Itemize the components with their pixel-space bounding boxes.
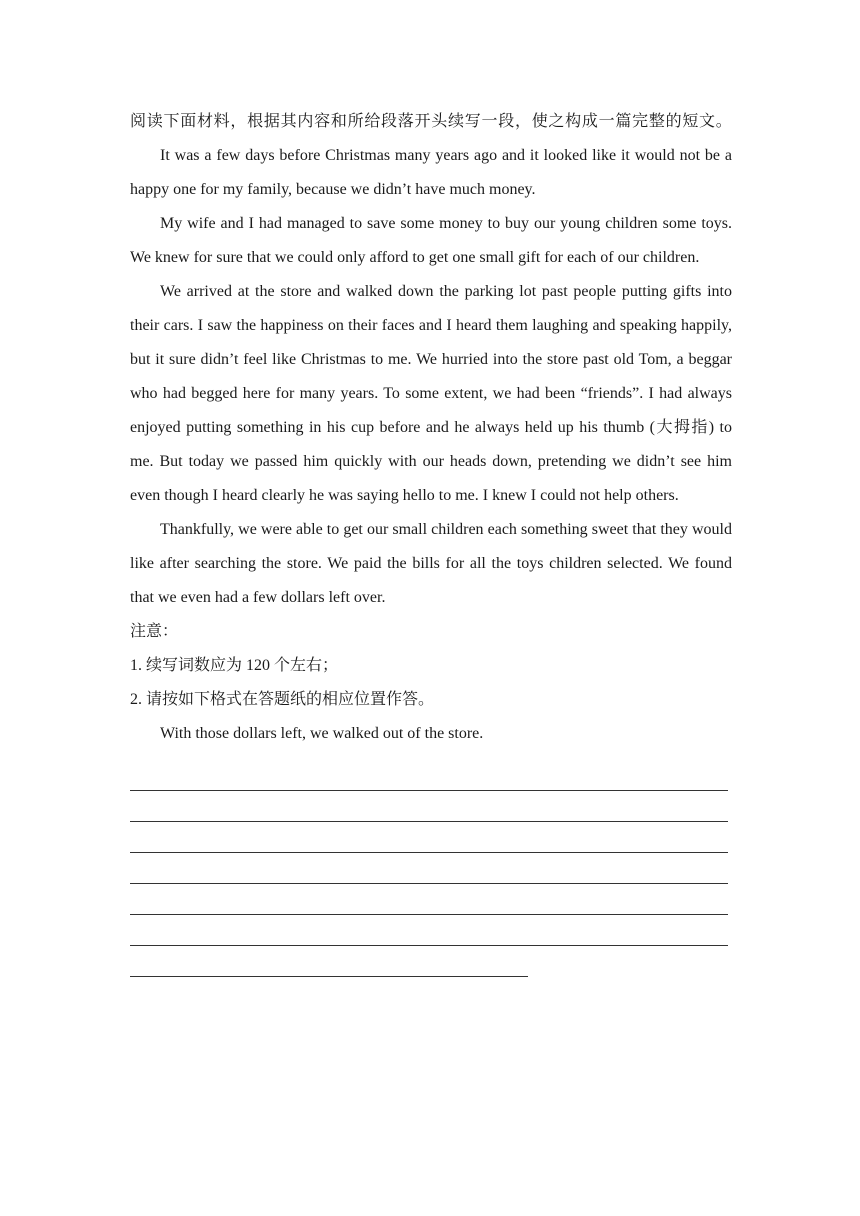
document-page [130,105,732,977]
answer-line[interactable] [130,788,728,822]
answer-area[interactable] [130,757,732,977]
note-item-1: 1. 续写词数应为 120 个左右； [130,657,339,674]
answer-line[interactable] [130,850,728,884]
answer-line[interactable] [130,757,728,791]
answer-line-last[interactable] [130,943,528,977]
instruction-text: 阅读下面材料，根据其内容和所给段落开头续写一段，使之构成一篇完整的短文。 [130,113,732,130]
answer-line[interactable] [130,819,728,853]
answer-line[interactable] [130,912,728,946]
continuation-start: With those dollars left, we walked out of the store. [160,725,484,742]
story-paragraph-4: Thankfully, we were able to get our small children each something sweet that they would like after searching the store. We paid the bills for all the toys children selected. We found that we even had a few dollars left over. [130,521,732,606]
notes-heading: 注意： [130,623,179,640]
answer-line[interactable] [130,881,728,915]
story-paragraph-2: My wife and I had managed to save some money to buy our young children some toys. We knew for sure that we could only afford to get one small gift for each of our children. [130,215,732,266]
note-item-2: 2. 请按如下格式在答题纸的相应位置作答。 [130,691,435,708]
story-paragraph-1: It was a few days before Christmas many years ago and it looked like it would not be a happy one for my family, because we didn’t have much money. [130,147,732,198]
story-paragraph-3: We arrived at the store and walked down the parking lot past people putting gifts into their cars. I saw the happiness on their faces and I heard them laughing and speaking happily, but it sure didn’t feel like Christmas to me. We hurried into the store past old Tom, a beggar who had begged here for many years. To some extent, we had been “friends”. I had always enjoyed putting something in his cup before and he always held up his thumb (大拇指) to me. But today we passed him quickly with our heads down, pretending we didn’t see him even though I heard clearly he was saying hello to me. I knew I could not help others. [130,283,732,504]
